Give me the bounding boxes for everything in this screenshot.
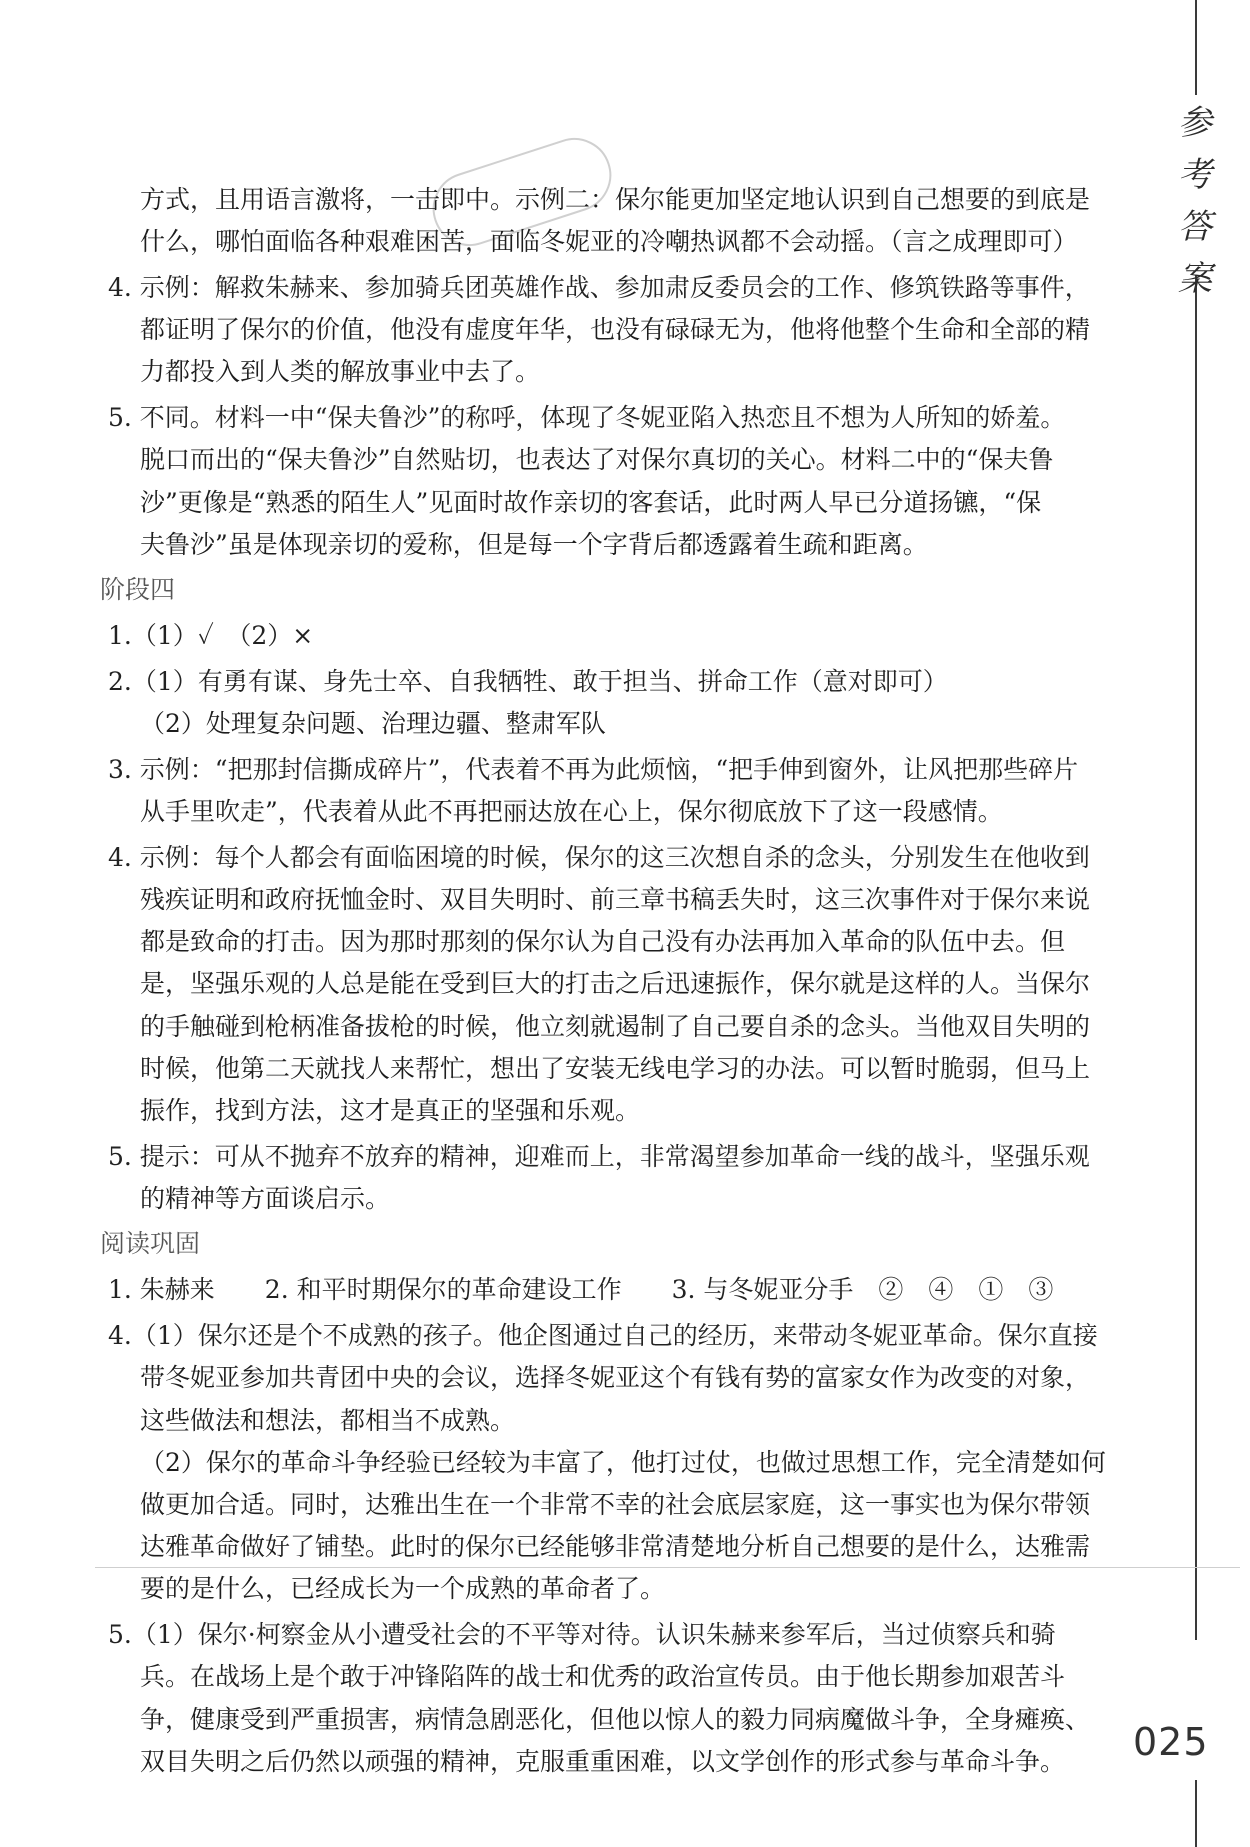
text-line: 1.（1）✓ （2）× xyxy=(108,621,314,651)
text-line: 什么，哪怕面临各种艰难困苦，面临冬妮亚的冷嘲热讽都不会动摇。（言之成理即可） xyxy=(140,227,1078,257)
text-line: 4.（1）保尔还是个不成熟的孩子。他企图通过自己的经历，来带动冬妮亚革命。保尔直接 xyxy=(108,1321,1098,1351)
text-line: 5. 提示：可从不抛弃不放弃的精神，迎难而上，非常渴望参加革命一线的战斗，坚强乐观 xyxy=(108,1141,1090,1171)
text-line: 都是致命的打击。因为那时那刻的保尔认为自己没有办法再加入革命的队伍中去。但 xyxy=(140,927,1066,957)
text-line: 时候，他第二天就找人来帮忙，想出了安装无线电学习的办法。可以暂时脆弱，但马上 xyxy=(140,1053,1091,1083)
section-heading: 阶段四 xyxy=(100,574,176,604)
text-line: 是，坚强乐观的人总是能在受到巨大的打击之后迅速振作，保尔就是这样的人。当保尔 xyxy=(140,969,1091,999)
text-line: 这些做法和想法，都相当不成熟。 xyxy=(140,1405,516,1435)
side-tab-char: 考 xyxy=(1178,155,1212,195)
text-line: 残疾证明和政府抚恤金时、双目失明时、前三章书稿丢失时，这三次事件对于保尔来说 xyxy=(140,885,1091,914)
text-line: （2）处理复杂问题、治理边疆、整肃军队 xyxy=(140,709,606,739)
text-line: （2）保尔的革命斗争经验已经较为丰富了，他打过仗，也做过思想工作，完全清楚如何 xyxy=(140,1447,1106,1477)
text-line: 要的是什么，已经成长为一个成熟的革命者了。 xyxy=(140,1574,666,1604)
text-line: 双目失明之后仍然以顽强的精神，克服重重困难，以文学创作的形式参与革命斗争。 xyxy=(140,1746,1066,1776)
text-line: 兵。在战场上是个敢于冲锋陷阵的战士和优秀的政治宣传员。由于他长期参加艰苦斗 xyxy=(140,1662,1066,1692)
text-line: 都证明了保尔的价值，他没有虚度年华，也没有碌碌无为，他将他整个生命和全部的精 xyxy=(140,315,1091,345)
margin-rule-middle xyxy=(1195,275,1197,1640)
text-line: 4. 示例：解救朱赫来、参加骑兵团英雄作战、参加肃反委员会的工作、修筑铁路等事件， xyxy=(108,272,1090,302)
text-line: 振作，找到方法，这才是真正的坚强和乐观。 xyxy=(140,1096,641,1126)
side-tab-answer-key xyxy=(1160,100,1230,302)
text-line: 5.（1）保尔·柯察金从小遭受社会的不平等对待。认识朱赫来参军后，当过侦察兵和骑 xyxy=(108,1620,1056,1650)
side-tab-char: 答 xyxy=(1178,207,1212,247)
side-tab-char: 案 xyxy=(1178,259,1212,299)
faint-divider xyxy=(95,1567,1240,1568)
text-line: 带冬妮亚参加共青团中央的会议，选择冬妮亚这个有钱有势的富家女作为改变的对象， xyxy=(140,1363,1091,1393)
text-line: 4. 示例：每个人都会有面临困境的时候，保尔的这三次想自杀的念头，分别发生在他收到 xyxy=(108,842,1090,872)
text-line: 1. 朱赫来 2. 和平时期保尔的革命建设工作 3. 与冬妮亚分手 ② ④ ① ③ xyxy=(108,1275,1054,1305)
text-line: 做更加合适。同时，达雅出生在一个非常不幸的社会底层家庭，这一事实也为保尔带领 xyxy=(140,1490,1091,1520)
text-line: 力都投入到人类的解放事业中去了。 xyxy=(140,357,541,387)
text-line: 3. 示例：“把那封信撕成碎片”，代表着不再为此烦恼，“把手伸到窗外，让风把那些碎片 xyxy=(108,754,1079,784)
text-line: 争，健康受到严重损害，病情急剧恶化，但他以惊人的毅力同病魔做斗争，全身瘫痪、 xyxy=(140,1704,1091,1734)
text-line: 方式，且用语言激将，一击即中。示例二：保尔能更加坚定地认识到自己想要的到底是 xyxy=(140,185,1091,214)
text-line: 的手触碰到枪柄准备拔枪的时候，他立刻就遏制了自己要自杀的念头。当他双目失明的 xyxy=(140,1011,1091,1041)
page-number: 025 xyxy=(1133,1720,1209,1764)
text-line: 从手里吹走”，代表着从此不再把丽达放在心上，保尔彻底放下了这一段感情。 xyxy=(140,797,1003,827)
margin-rule-bottom xyxy=(1195,1780,1197,1847)
text-line: 的精神等方面谈启示。 xyxy=(140,1184,391,1213)
text-line: 达雅革命做好了铺垫。此时的保尔已经能够非常清楚地分析自己想要的是什么，达雅需 xyxy=(140,1532,1091,1562)
text-line: 沙”更像是“熟悉的陌生人”见面时故作亲切的客套话，此时两人早已分道扬镳，“保 xyxy=(140,487,1042,517)
text-line: 5. 不同。材料一中“保夫鲁沙”的称呼，体现了冬妮亚陷入热恋且不想为人所知的娇羞。 xyxy=(108,403,1066,433)
text-line: 夫鲁沙”虽是体现亲切的爱称，但是每一个字背后都透露着生疏和距离。 xyxy=(140,529,928,559)
side-tab-char: 参 xyxy=(1178,103,1212,143)
text-line: 脱口而出的“保夫鲁沙”自然贴切，也表达了对保尔真切的关心。材料二中的“保夫鲁 xyxy=(140,445,1054,475)
section-heading: 阅读巩固 xyxy=(100,1228,201,1258)
text-line: 2.（1）有勇有谋、身先士卒、自我牺牲、敢于担当、拼命工作（意对即可） xyxy=(108,666,948,696)
margin-rule-top xyxy=(1195,0,1197,95)
